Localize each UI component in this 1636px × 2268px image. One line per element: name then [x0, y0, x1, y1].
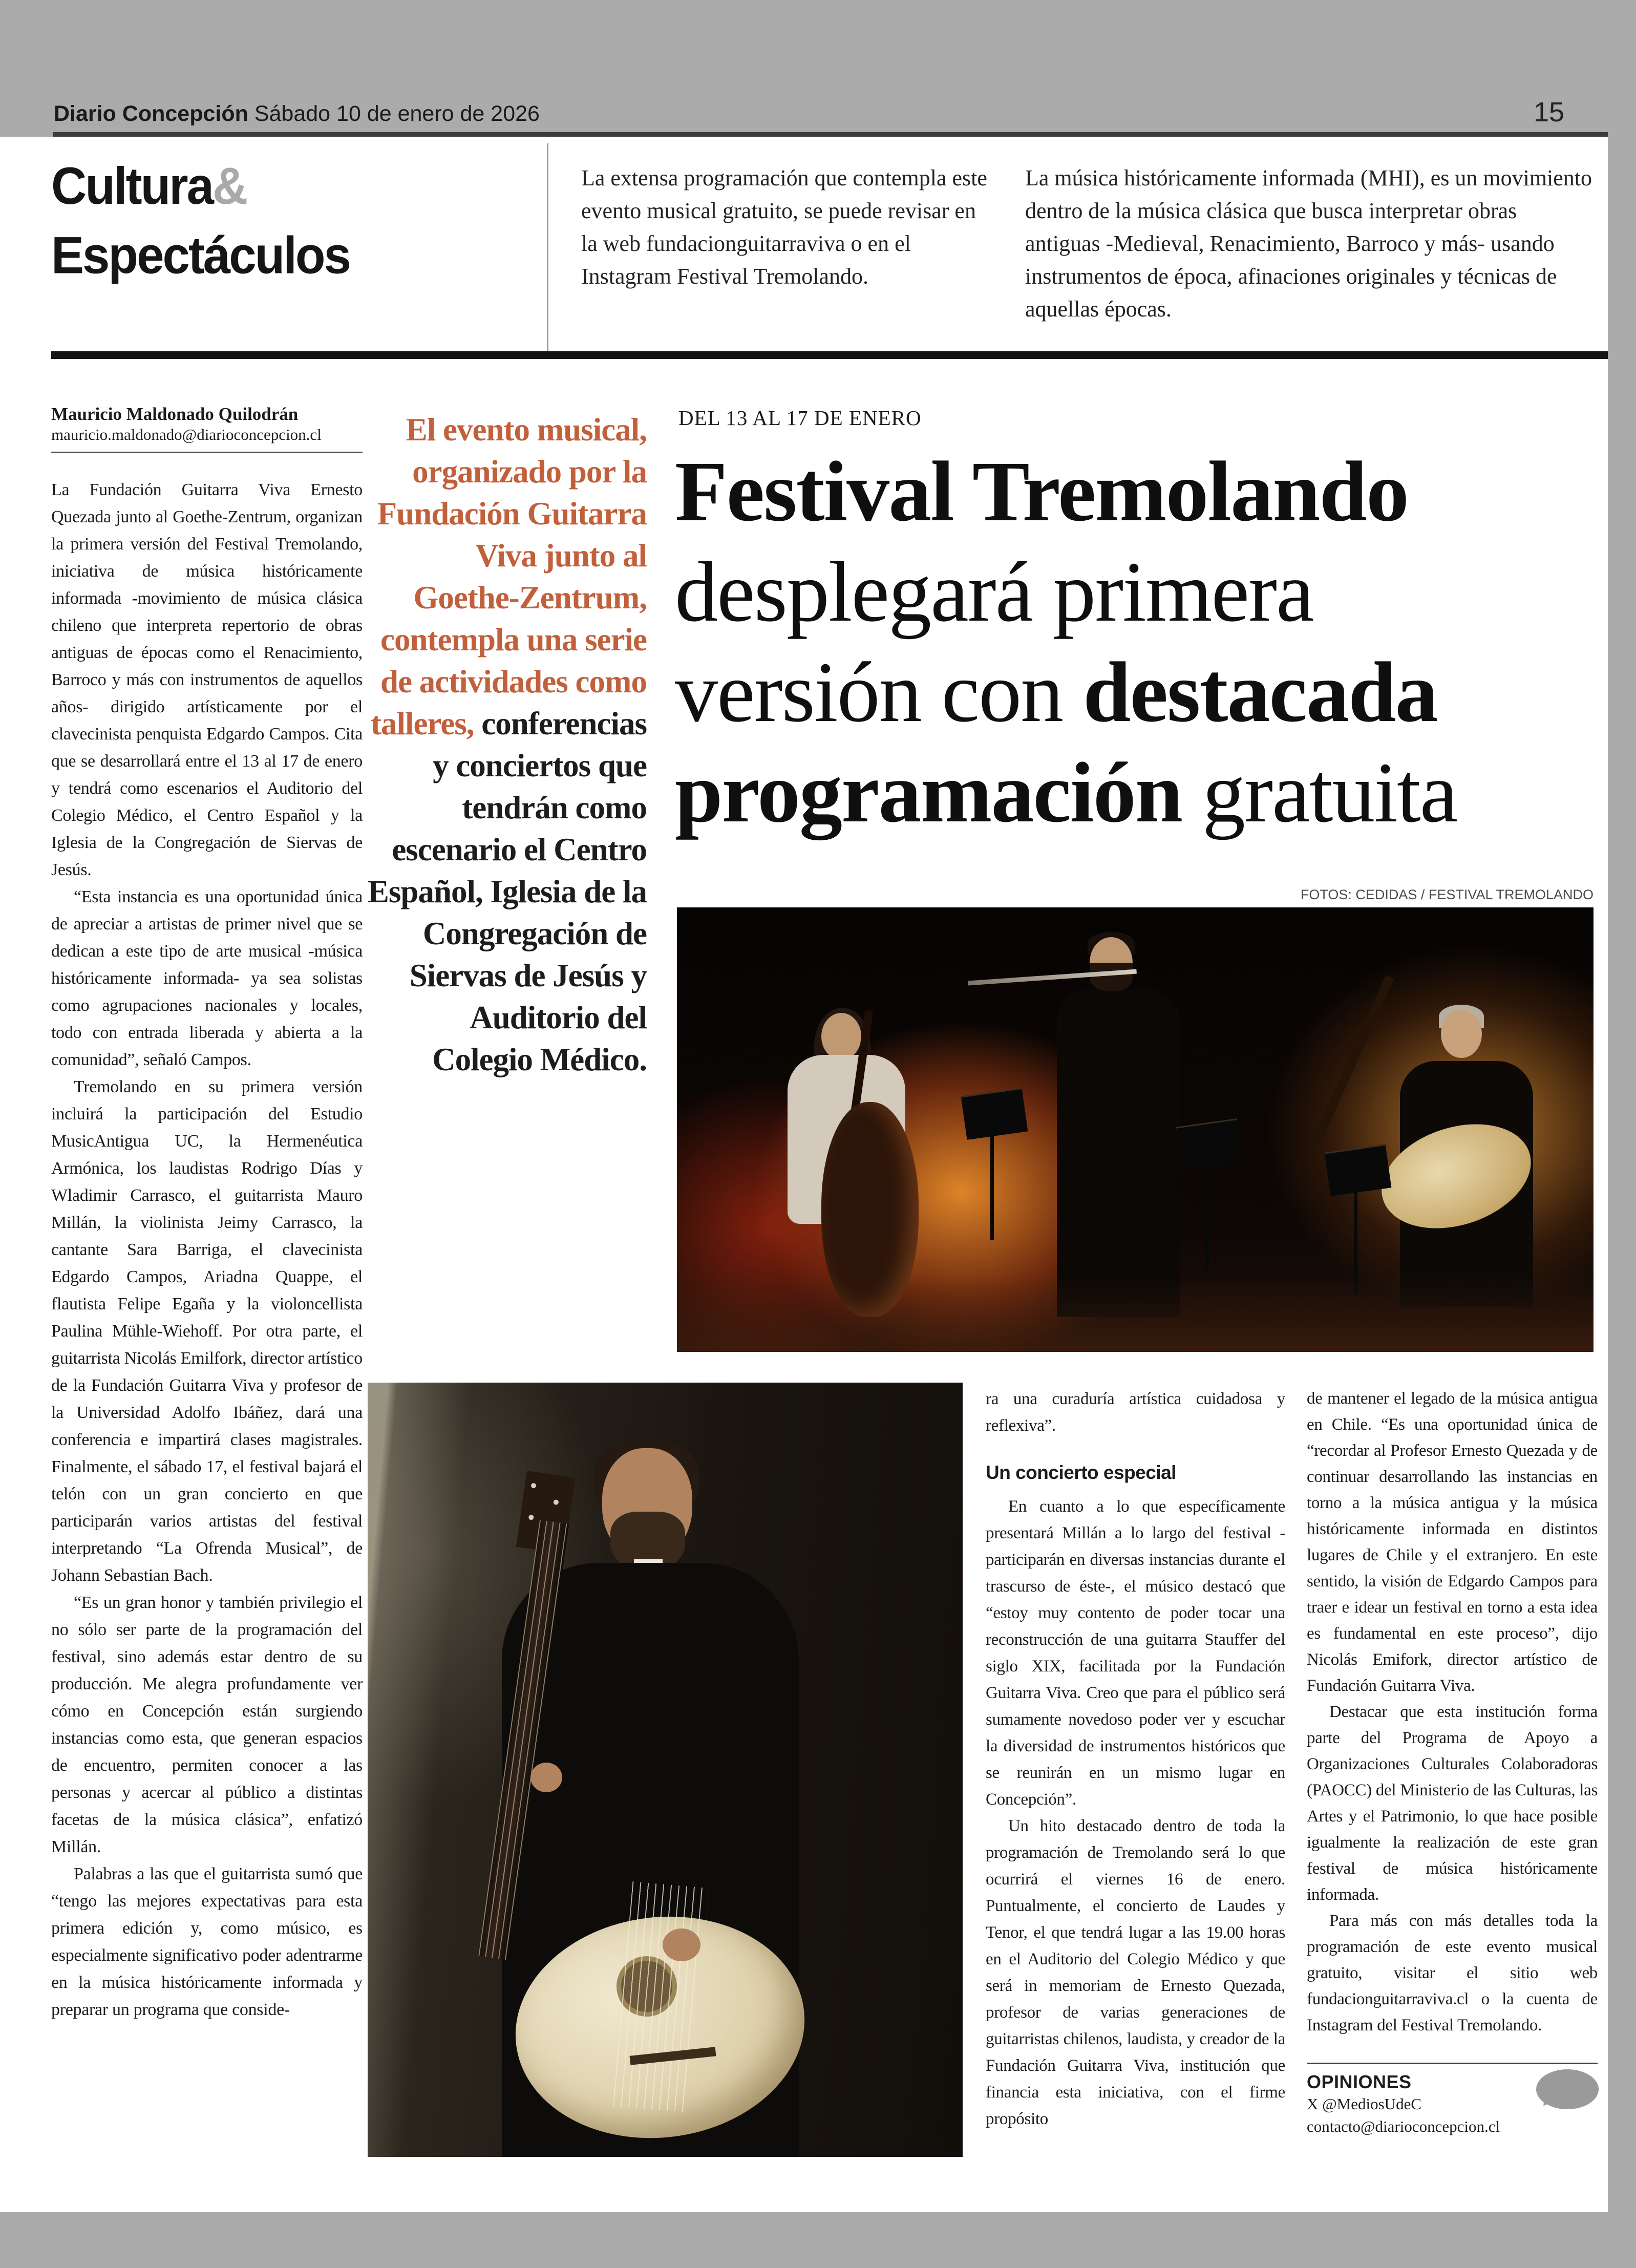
music-stand: [1325, 1144, 1392, 1196]
headline-line: versión con destacada: [675, 645, 1437, 740]
lute-player-portrait-photo: [368, 1383, 963, 2157]
header-vertical-divider: [547, 143, 548, 354]
masthead-date: Sábado 10 de enero de 2026: [248, 101, 540, 126]
article-paragraph: La Fundación Guitarra Viva Ernesto Quezada junto al Goethe-Zentrum, organizan la primera versión del Festival Tremolando, iniciativa de música históricamente informada -movimiento de música clásica chileno que interpreta repertorio de obras antiguas de épocas como el Renacimiento, Barroco y más con instrumentos de aquellos años- dirigido artísticamente por el clavecinista penquista Edgardo Campos. Cita que se desarrollará entre el 13 al 17 de enero y tendrá como escenarios el Auditorio del Colegio Médico, el Centro Español y la Iglesia de la Congregación de Siervas de Jesús.: [51, 480, 363, 879]
pull-quote-text: conferencias y conciertos que tendrán como escenario el Centro Español, Iglesia de la Congregación de Siervas de Jesús y Auditorio del Colegio Médico.: [367, 706, 647, 1077]
headline-line: Festival Tremolando: [675, 444, 1408, 539]
opinions-box: [1307, 2063, 1598, 2138]
opinions-email: contacto@diarioconcepcion.cl: [1307, 2117, 1500, 2135]
article-paragraph: En cuanto a lo que específicamente presentará Millán a lo largo del festival -participarán en diversas instancias durante el trascurso de éste-, el músico destacó que “estoy muy contento de poder tocar una reconstrucción de una guitarra Stauffer del siglo XIX, facilitada por la Fundación Guitarra Viva. Creo que para el público será sumamente novedoso poder ver y escuchar la diversidad de instrumentos históricos que se reunirán en un mismo lugar en Concepción”.: [986, 1497, 1285, 1809]
article-column-right: [1307, 1386, 1598, 2049]
speech-bubble-icon: [1536, 2069, 1599, 2109]
lute-silhouette: [1311, 975, 1394, 1147]
article-paragraph: Palabras a las que el guitarrista sumó que “tengo las mejores expectativas para esta primera edición y, como músico, es especialmente significativo poder adentrarme en la música históricamente informada y preparar un programa que conside-: [51, 1864, 363, 2019]
pull-quote: [366, 409, 647, 1356]
headline-line: programación gratuita: [675, 745, 1457, 840]
article-paragraph: Destacar que esta institución forma parte del Programa de Apoyo a Organizaciones Culturales Colaboradoras (PAOCC) del Ministerio de las Culturas, las Artes y el Patrimonio, lo que hace posible igualmente la realización de este gran festival de música históricamente informada.: [1307, 1703, 1598, 1904]
section-title-ampersand: &: [213, 157, 247, 216]
intro-paragraph-left: La extensa programación que contempla este evento musical gratuito, se puede revisar en la web fundacionguitarraviva o en el Instagram Festival Tremolando.: [581, 165, 987, 289]
intro-paragraph-right: La música históricamente informada (MHI), es un movimiento dentro de la música clásica que busca interpretar obras antiguas -Medieval, Renacimiento, Barroco y más- usando instrumentos de época, afinaciones originales y técnicas de aquellas épocas.: [1025, 165, 1592, 322]
music-stand: [961, 1088, 1028, 1140]
article-paragraph: Tremolando en su primera versión incluirá la participación del Estudio MusicAntigua UC, la Hermenéutica Armónica, los laudistas Rodrigo Días y Wladimir Carrasco, el guitarrista Mauro Millán, la violinista Jeimy Carrasco, la cantante Sara Barriga, el clavecinista Edgardo Campos, Ariadna Quappe, el flautista Felipe Egaña y la violoncellista Paulina Mühle-Wiehoff. Por otra parte, el guitarrista Nicolás Emilfork, director artístico de la Fundación Guitarra Viva y profesor de la Universidad Adolfo Ibáñez, dará una conferencia e impartirá clases magistrales. Finalmente, el sábado 17, el festival bajará el telón con un gran concierto en que participarán varios artistas del festival interpretando “La Ofrenda Musical”, de Johann Sebastian Bach.: [51, 1077, 363, 1585]
flutist-silhouette: [1057, 989, 1180, 1317]
headline-line: desplegará primera: [675, 544, 1313, 640]
article-paragraph: ra una curaduría artística cuidadosa y reflexiva”.: [986, 1390, 1285, 1435]
page-number: 15: [1533, 97, 1565, 128]
byline: [51, 404, 363, 453]
byline-email: mauricio.maldonado@diarioconcepcion.cl: [51, 426, 322, 443]
opinions-x-handle: X @MediosUdeC: [1307, 2095, 1422, 2113]
article-paragraph: Un hito destacado dentro de toda la programación de Tremolando será lo que ocurrirá el viernes 16 de enero. Puntualmente, el concierto de Laudes y Tenor, el que tendrá lugar a las 19.00 horas en el Auditorio del Colegio Médico y que será in memoriam de Ernesto Quezada, profesor de varias generaciones de guitarristas chilenos, laudista, y creador de la Fundación Guitarra Viva, institución que financia esta iniciativa, con el firme propósito: [986, 1817, 1285, 2128]
section-title-line1: Cultura: [51, 157, 213, 216]
article-column-middle: [986, 1386, 1285, 2154]
article-paragraph: “Es un gran honor y también privilegio el no sólo ser parte de la programación del festival, sino además estar dentro de su producción. Me alegra profundamente ver cómo en Concepción están surgiendo instancias como esta, que generan espacios de encuentro, permiten conocer a las personas y acercar al público a distintas facetas de la música clásica”, enfatizó Millán.: [51, 1593, 363, 1856]
photo-credit: FOTOS: CEDIDAS / FESTIVAL TREMOLANDO: [1300, 887, 1593, 902]
article-paragraph: de mantener el legado de la música antigua en Chile. “Es una oportunidad única de “recordar al Profesor Ernesto Quezada y de continuar desarrollando las instancias en torno a la música antigua y la música históricamente informada en distintos lugares de Chile y el extranjero. En este sentido, la visión de Edgardo Campos para traer e idear un festival en torno a esta idea es fundamental en este proceso”, dijo Nicolás Emifork, director artístico de Fundación Guitarra Viva.: [1307, 1389, 1598, 1695]
masthead: [54, 101, 540, 126]
pull-quote-accent-text: El evento musical, organizado por la Fundación Guitarra Viva junto al Goethe-Zentrum, contempla una serie de actividades como talleres,: [370, 412, 647, 741]
header-divider-bar: [51, 351, 1608, 359]
byline-author: Mauricio Maldonado Quilodrán: [51, 404, 299, 424]
section-title-line2: Espectáculos: [51, 226, 350, 285]
article-paragraph: “Esta instancia es una oportunidad única de apreciar a artistas de primer nivel que se dedican a este tipo de arte musical -música históricamente informada- ya sea solistas como agrupaciones nacionales y locales, todo con entrada liberada y abierta a la comunidad”, señaló Campos.: [51, 887, 363, 1069]
top-rule: [53, 132, 1608, 137]
opinions-title: OPINIONES: [1307, 2071, 1412, 2092]
article-paragraph: Para más con más detalles toda la programación de este evento musical gratuito, visitar el sitio web fundacionguitarraviva.cl o la cuenta de Instagram del Festival Tremolando.: [1307, 1912, 1598, 2034]
headline: [675, 441, 1602, 843]
music-stand: [1176, 1118, 1243, 1171]
article-subhead: Un concierto especial: [986, 1462, 1176, 1483]
article-column-left: [51, 476, 363, 2166]
kicker: DEL 13 AL 17 DE ENERO: [678, 406, 922, 430]
section-title: [51, 152, 350, 290]
stage-ensemble-photo: [677, 907, 1593, 1352]
masthead-brand: Diario Concepción: [54, 101, 248, 126]
